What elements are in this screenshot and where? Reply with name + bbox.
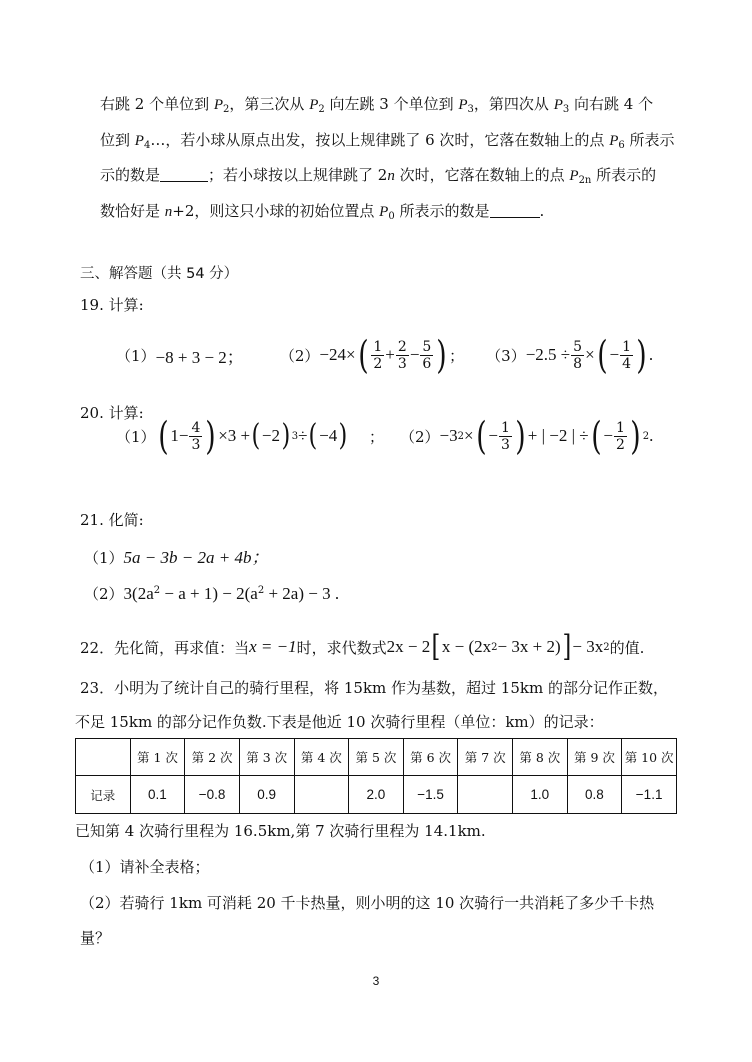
- text: .: [649, 426, 654, 445]
- fraction: [499, 420, 512, 453]
- table-cell: −0.8: [185, 776, 240, 814]
- part-label: （3）: [486, 346, 526, 365]
- fraction: [420, 339, 433, 372]
- table-cell: 0.1: [130, 776, 185, 814]
- table-cell: 0.9: [239, 776, 294, 814]
- part-label: （1）: [116, 346, 156, 365]
- answer-blank[interactable]: [160, 167, 208, 182]
- right-paren: ): [630, 414, 641, 458]
- text: ；若小球按以上规律跳了 2: [208, 166, 388, 184]
- header-cell: [76, 739, 131, 776]
- numerator: 1: [622, 338, 631, 355]
- q18-line-3: [100, 164, 656, 186]
- math-expression: x − (2x: [441, 637, 492, 656]
- q23-line-1: 23．小明为了统计自己的骑行里程，将 15km 作为基数，超过 15km 的部分记作正数，: [80, 679, 668, 697]
- math-expression: + 2a) − 3 .: [264, 584, 340, 603]
- operator: −: [488, 426, 498, 445]
- table-row: [76, 776, 677, 814]
- fraction: [614, 420, 627, 453]
- numerator: 1: [373, 338, 383, 355]
- table-cell-empty[interactable]: [294, 776, 349, 814]
- exponent: 3: [291, 430, 299, 442]
- var-p: P: [134, 133, 144, 149]
- text: 所表示的数是: [394, 202, 490, 220]
- operator: −: [409, 345, 420, 364]
- table-cell: 0.8: [567, 776, 622, 814]
- ride-record-table: [75, 738, 677, 814]
- row-label: 记录: [76, 776, 131, 814]
- table-cell: 2.0: [349, 776, 404, 814]
- part-label: （2）: [84, 585, 124, 603]
- q18-line-2: [100, 129, 675, 151]
- q20-parts: [116, 414, 653, 458]
- fraction: [189, 420, 202, 453]
- section-title: 三、解答题（共 54 分）: [80, 266, 239, 282]
- math-expression: + | −2 | ÷: [527, 426, 589, 445]
- left-bracket: [: [431, 629, 441, 664]
- q21-part-1: [84, 543, 268, 568]
- text: ；: [449, 346, 465, 365]
- header-cell: 第 10 次: [622, 739, 677, 776]
- right-paren: ): [205, 414, 216, 458]
- operator: ×: [463, 426, 474, 445]
- table-cell-empty[interactable]: [458, 776, 513, 814]
- denominator: 2: [373, 355, 383, 372]
- operator: −: [603, 426, 613, 445]
- text: 所表示: [624, 131, 675, 149]
- text: +2，则这只小球的初始位置点: [172, 202, 380, 220]
- header-cell: 第 6 次: [403, 739, 458, 776]
- text: .: [648, 345, 654, 364]
- right-paren: ): [436, 333, 447, 377]
- exponent: 2: [603, 641, 610, 653]
- denominator: 3: [500, 436, 510, 453]
- part-label: （1）: [116, 427, 156, 446]
- math-expression: −2: [261, 426, 280, 445]
- q20-title: 20. 计算:: [80, 404, 144, 422]
- var-p: P: [553, 97, 563, 113]
- header-cell: 第 9 次: [567, 739, 622, 776]
- page-number: 3: [372, 974, 380, 988]
- exponent: 2: [491, 641, 498, 653]
- math-expression: − 3x: [572, 637, 604, 656]
- fraction: [396, 339, 409, 372]
- numerator: 4: [191, 419, 201, 436]
- text: 向左跳 3 个单位到: [324, 95, 459, 113]
- left-paren: (: [590, 414, 602, 458]
- left-paren: (: [596, 333, 608, 377]
- right-bracket: ]: [562, 629, 571, 664]
- text: …，若小球从原点出发，按以上规律跳了 6 次时，它落在数轴上的点: [150, 131, 610, 149]
- q18-line-1: [100, 93, 653, 115]
- header-cell: 第 7 次: [458, 739, 513, 776]
- right-paren: ): [636, 333, 647, 377]
- operator: ÷: [298, 426, 308, 445]
- numerator: 5: [422, 338, 432, 355]
- q23-sub-1: （1）请补全表格；: [80, 858, 210, 876]
- left-paren: (: [157, 414, 169, 458]
- text: 向右跳 4 个: [569, 95, 654, 113]
- exponent: 2: [257, 585, 265, 596]
- var-n: n: [164, 204, 173, 220]
- header-cell: 第 3 次: [239, 739, 294, 776]
- header-cell: 第 8 次: [513, 739, 568, 776]
- table-header-row: [76, 739, 677, 776]
- subscript: 2: [223, 104, 230, 115]
- text: 所表示的: [591, 166, 657, 184]
- text: ，第三次从: [229, 95, 310, 113]
- part-label: （1）: [84, 549, 124, 567]
- numerator: 5: [573, 338, 583, 355]
- left-paren: (: [251, 418, 261, 453]
- numerator: 1: [500, 419, 510, 436]
- var-p: P: [379, 204, 389, 220]
- q23-given: 已知第 4 次骑行里程为 16.5km,第 7 次骑行里程为 14.1km.: [75, 822, 486, 840]
- table-cell: −1.5: [403, 776, 458, 814]
- part-label: （2）: [399, 427, 440, 446]
- var-p: P: [213, 97, 224, 113]
- fraction: [620, 339, 633, 372]
- var-p: P: [569, 168, 579, 184]
- left-paren: (: [475, 414, 487, 458]
- denominator: 4: [622, 355, 631, 372]
- left-paren: (: [308, 418, 318, 453]
- fraction: [371, 339, 384, 372]
- numerator: 2: [397, 338, 407, 355]
- exponent: 2: [642, 430, 650, 442]
- subscript: 2: [318, 104, 325, 115]
- q21-title: 21. 化简:: [80, 511, 144, 529]
- text: ，第四次从: [473, 95, 554, 113]
- exponent: 2: [153, 585, 161, 596]
- right-paren: ): [281, 418, 291, 453]
- header-cell: 第 2 次: [185, 739, 240, 776]
- header-cell: 第 5 次: [349, 739, 404, 776]
- math-expression: x = −1: [249, 637, 297, 656]
- subscript: 3: [562, 104, 570, 115]
- denominator: 3: [397, 355, 407, 372]
- text: 的值.: [609, 638, 645, 657]
- operator: −: [609, 345, 620, 364]
- numerator: 1: [615, 419, 625, 436]
- operator: ×: [585, 345, 595, 364]
- math-expression: 3(2a: [123, 584, 154, 603]
- math-expression: − 3x + 2): [497, 637, 561, 656]
- var-n: n: [387, 168, 395, 184]
- denominator: 6: [422, 355, 432, 372]
- q19-parts: [116, 333, 653, 377]
- table-cell: 1.0: [513, 776, 568, 814]
- math-expression: 1−: [170, 426, 189, 445]
- math-expression: −3: [439, 426, 458, 445]
- subscript: 6: [618, 140, 625, 151]
- text: 22．先化简，再求值：当: [80, 638, 250, 657]
- math-expression: − a + 1) − 2(a: [160, 584, 258, 603]
- q22: [80, 629, 645, 664]
- denominator: 8: [573, 355, 583, 372]
- denominator: 2: [615, 436, 625, 453]
- header-cell: 第 4 次: [294, 739, 349, 776]
- text: 时，求代数式: [296, 638, 387, 657]
- subscript: 4: [143, 140, 151, 151]
- math-expression: −8 + 3 − 2；: [155, 347, 244, 367]
- q23-sub-2a: （2）若骑行 1km 可消耗 20 千卡热量，则小明的这 10 次骑行一共消耗了多少千卡热: [80, 894, 655, 912]
- left-paren: (: [357, 333, 369, 377]
- part-label: （2）: [279, 346, 320, 365]
- q23-sub-2b: 量？: [80, 929, 111, 947]
- table-cell: −1.1: [622, 776, 677, 814]
- text: 位到: [100, 131, 135, 149]
- operator: +: [385, 345, 395, 364]
- var-p: P: [609, 133, 619, 149]
- math-expression: −4: [319, 426, 338, 445]
- math-expression: ×3 +: [218, 426, 251, 445]
- text: .: [539, 202, 545, 220]
- q19-title: 19. 计算:: [80, 296, 144, 314]
- text: 右跳 2 个单位到: [100, 95, 214, 113]
- denominator: 3: [191, 436, 201, 453]
- header-cell: 第 1 次: [130, 739, 185, 776]
- text: 示的数是: [100, 166, 161, 184]
- var-p: P: [309, 97, 319, 113]
- math-expression: −24×: [319, 345, 356, 364]
- q21-part-2: [84, 583, 339, 604]
- fraction: [571, 339, 584, 372]
- var-p: P: [458, 97, 468, 113]
- text: 数恰好是: [100, 202, 165, 220]
- q18-line-4: [100, 200, 544, 222]
- right-paren: ): [338, 418, 348, 453]
- text: ；: [368, 427, 384, 446]
- q23-line-2: 不足 15km 的部分记作负数.下表是他近 10 次骑行里程（单位：km）的记录：: [75, 713, 604, 731]
- subscript: 0: [388, 211, 395, 222]
- exponent: 2: [457, 430, 464, 442]
- math-expression: 5a − 3b − 2a + 4b；: [123, 548, 269, 567]
- answer-blank[interactable]: [490, 203, 540, 218]
- text: 次时，它落在数轴上的点: [394, 166, 570, 184]
- math-expression: 2x − 2: [386, 637, 431, 656]
- subscript: 3: [467, 104, 474, 115]
- right-paren: ): [515, 414, 526, 458]
- math-expression: −2.5 ÷: [525, 345, 571, 364]
- subscript: 2n: [578, 175, 592, 186]
